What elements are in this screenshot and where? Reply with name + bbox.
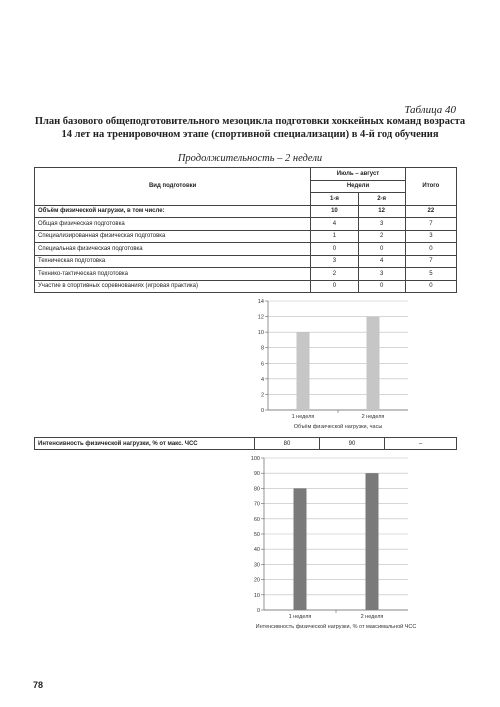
y-tick-label: 20 [253, 577, 260, 584]
document-title: План базового общеподготовительного мезоцикла подготовки хоккейных команд возраста 14 лет на тренировочном этапе (спортивной специализации) в 4-й год обучения [34, 116, 466, 140]
row-label: Общая физическая подготовка [35, 218, 311, 231]
bar [297, 332, 310, 410]
header-weeks: Недели [311, 180, 405, 193]
header-week-1: 1-я [311, 193, 358, 206]
header-total: Итого [405, 168, 456, 206]
duration-label: Продолжительность – 2 недели [177, 153, 323, 164]
x-axis-label: Интенсивность физической нагрузки, % от максимальной ЧСС [255, 624, 417, 630]
row-total: 3 [405, 230, 456, 243]
page-number: 78 [33, 680, 44, 690]
intensity-label: Интенсивность физической нагрузки, % от макс. ЧСС [35, 438, 255, 450]
row-week-1: 2 [311, 268, 358, 281]
header-week-2: 2-я [358, 193, 405, 206]
table-row [35, 218, 457, 231]
intensity-total: – [385, 438, 457, 450]
table-row [35, 255, 457, 268]
row-total: 22 [405, 205, 456, 218]
x-tick-label: 1 неделя [291, 414, 315, 420]
y-tick-label: 40 [253, 547, 260, 554]
row-week-1: 4 [311, 218, 358, 231]
table-row [35, 230, 457, 243]
row-total: 7 [405, 255, 456, 268]
x-tick-label: 2 неделя [360, 614, 384, 620]
row-label: Технико-тактическая подготовка [35, 268, 311, 281]
y-tick-label: 0 [260, 408, 264, 414]
row-week-2: 0 [358, 243, 405, 256]
row-total: 0 [405, 280, 456, 293]
table-row [35, 438, 457, 450]
row-week-2: 12 [358, 205, 405, 218]
table-row [35, 243, 457, 256]
row-week-1: 10 [311, 205, 358, 218]
intensity-table [34, 437, 457, 450]
row-week-2: 0 [358, 280, 405, 293]
y-tick-label: 70 [253, 501, 260, 508]
row-total: 7 [405, 218, 456, 231]
intensity-week-2: 90 [320, 438, 385, 450]
y-tick-label: 6 [260, 361, 264, 368]
x-tick-label: 1 неделя [288, 614, 312, 620]
row-week-2: 2 [358, 230, 405, 243]
y-tick-label: 4 [260, 376, 264, 383]
y-tick-label: 2 [260, 392, 264, 399]
table-label: Таблица 40 [404, 104, 456, 116]
table-row [35, 280, 457, 293]
y-tick-label: 10 [257, 330, 264, 337]
training-plan-table [34, 167, 457, 293]
row-week-1: 0 [311, 280, 358, 293]
row-label: Объём физической нагрузки, в том числе: [35, 205, 311, 218]
y-tick-label: 50 [253, 532, 260, 538]
bar [294, 488, 307, 610]
table-row [35, 205, 457, 218]
y-tick-label: 0 [256, 608, 260, 614]
y-tick-label: 90 [253, 471, 260, 478]
row-week-2: 4 [358, 255, 405, 268]
row-label: Техническая подготовка [35, 255, 311, 268]
row-week-2: 3 [358, 268, 405, 281]
y-tick-label: 14 [257, 299, 264, 305]
table-row [35, 268, 457, 281]
row-week-2: 3 [358, 218, 405, 231]
row-total: 0 [405, 243, 456, 256]
y-tick-label: 80 [253, 486, 260, 493]
row-label: Специальная физическая подготовка [35, 243, 311, 256]
intensity-week-1: 80 [255, 438, 320, 450]
y-tick-label: 60 [253, 516, 260, 523]
row-week-1: 0 [311, 243, 358, 256]
header-period: Июль – август [311, 168, 405, 181]
y-tick-label: 30 [253, 562, 260, 569]
y-tick-label: 100 [250, 456, 260, 462]
x-tick-label: 2 неделя [361, 414, 385, 420]
row-label: Специализированная физическая подготовка [35, 230, 311, 243]
y-tick-label: 8 [260, 345, 264, 352]
row-total: 5 [405, 268, 456, 281]
header-type: Вид подготовки [35, 168, 311, 206]
y-tick-label: 10 [253, 592, 260, 599]
row-label: Участие в спортивных соревнованиях (игровая практика) [35, 280, 311, 293]
intensity-bar-chart [236, 452, 436, 642]
y-tick-label: 12 [257, 314, 264, 321]
x-axis-label: Объём физической нагрузки, часы [293, 424, 383, 430]
bar [367, 317, 380, 410]
row-week-1: 1 [311, 230, 358, 243]
bar [366, 473, 379, 610]
row-week-1: 3 [311, 255, 358, 268]
volume-bar-chart [236, 294, 416, 434]
